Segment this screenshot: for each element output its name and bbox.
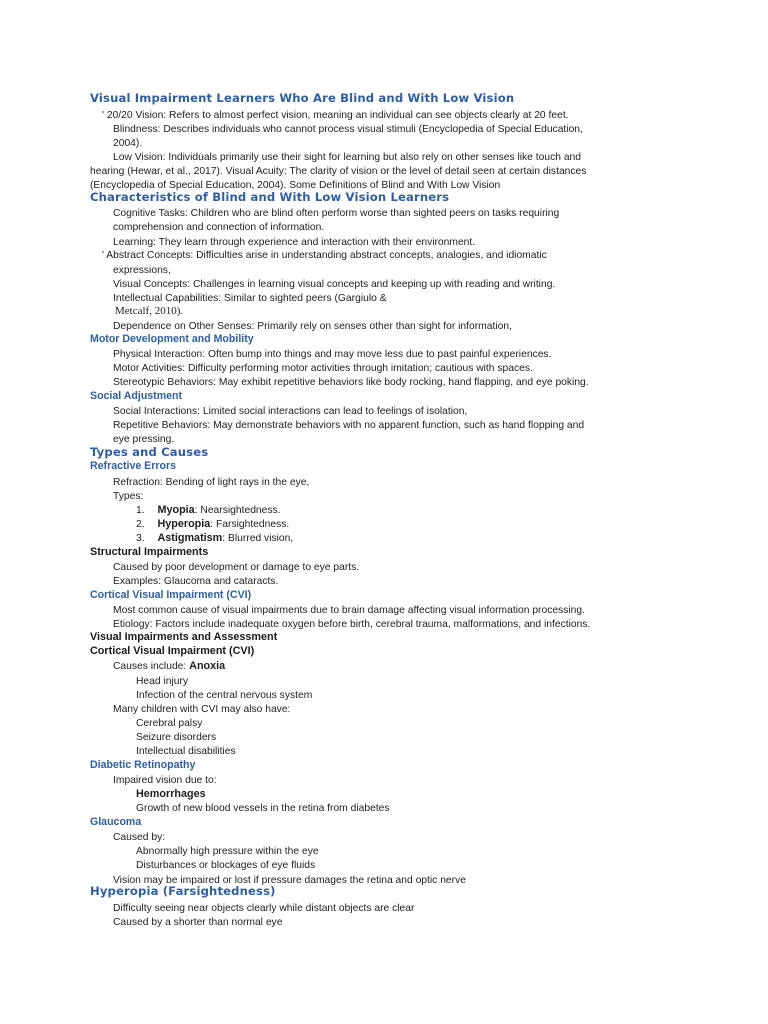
text-line: ' Abstract Concepts: Difficulties arise in understanding abstract concepts, analogies, and idiomatic [102, 250, 547, 261]
text-line: Visual Concepts: Challenges in learning visual concepts and keeping up with reading and writing. [113, 279, 556, 290]
text-line: Most common cause of visual impairments due to brain damage affecting visual information processing. [113, 605, 585, 616]
heading-motor-development: Motor Development and Mobility [90, 333, 254, 345]
term-definition: : Blurred vision, [222, 533, 294, 544]
text-line: ' 20/20 Vision: Refers to almost perfect vision, meaning an individual can see objects clearly at 20 feet. [102, 110, 569, 121]
heading-hyperopia: Hyperopia (Farsightedness) [90, 884, 276, 898]
term-definition: : Nearsightedness. [194, 505, 281, 516]
list-item-astigmatism [136, 532, 293, 545]
list-number: 2. [136, 519, 145, 530]
term-astigmatism: Astigmatism [157, 532, 223, 544]
list-item-myopia [136, 504, 281, 517]
text-line: Caused by poor development or damage to eye parts. [113, 562, 360, 573]
text-line: Disturbances or blockages of eye fluids [136, 860, 316, 871]
heading-visual-impairment-learners: Visual Impairment Learners Who Are Blind and With Low Vision [90, 91, 515, 105]
text-line: Infection of the central nervous system [136, 690, 313, 701]
text-line: eye pressing. [113, 434, 175, 445]
term-definition: : Farsightedness. [210, 519, 290, 530]
heading-cvi-assessment: Cortical Visual Impairment (CVI) [90, 645, 255, 657]
text-line: comprehension and connection of information. [113, 222, 325, 233]
text-line: Types: [113, 491, 144, 502]
text-line: Motor Activities: Difficulty performing motor activities through imitation; cautious with spaces. [113, 363, 533, 374]
text-line: Caused by a shorter than normal eye [113, 917, 283, 928]
text-line: Learning: They learn through experience and interaction with their environment. [113, 237, 476, 248]
text-line: Intellectual Capabilities: Similar to sighted peers (Gargiulo & [113, 293, 387, 304]
text-line: Social Interactions: Limited social interactions can lead to feelings of isolation, [113, 406, 468, 417]
text-line: Repetitive Behaviors: May demonstrate behaviors with no apparent function, such as hand flopping and [113, 420, 585, 431]
term-anoxia: Anoxia [189, 660, 226, 672]
text-line: Intellectual disabilities [136, 746, 236, 757]
causes-label: Causes include: [113, 661, 190, 672]
text-line: Impaired vision due to: [113, 775, 217, 786]
text-line [113, 660, 225, 673]
heading-structural-impairments: Structural Impairments [90, 546, 209, 558]
heading-refractive-errors: Refractive Errors [90, 460, 176, 472]
heading-visual-impairments-assessment: Visual Impairments and Assessment [90, 631, 278, 643]
heading-characteristics: Characteristics of Blind and With Low Vision Learners [90, 190, 450, 204]
text-line: Examples: Glaucoma and cataracts. [113, 576, 279, 587]
text-line: Seizure disorders [136, 732, 217, 743]
text-line: Cerebral palsy [136, 718, 203, 729]
text-line: Etiology: Factors include inadequate oxygen before birth, cerebral trauma, malformations, and infections. [113, 619, 591, 630]
text-line: Growth of new blood vessels in the retina from diabetes [136, 803, 390, 814]
heading-social-adjustment: Social Adjustment [90, 390, 183, 402]
term-myopia: Myopia [157, 504, 195, 516]
text-line: Head injury [136, 676, 189, 687]
text-line: Stereotypic Behaviors: May exhibit repetitive behaviors like body rocking, hand flapping, and eye poking. [113, 377, 589, 388]
heading-glaucoma: Glaucoma [90, 816, 142, 828]
text-line: Vision may be impaired or lost if pressure damages the retina and optic nerve [113, 875, 466, 886]
text-line: Difficulty seeing near objects clearly while distant objects are clear [113, 903, 415, 914]
text-line: Caused by: [113, 832, 166, 843]
list-number: 3. [136, 533, 145, 544]
heading-cvi: Cortical Visual Impairment (CVI) [90, 589, 252, 601]
text-line: Physical Interaction: Often bump into things and may move less due to past painful experiences. [113, 349, 552, 360]
text-line: Refraction: Bending of light rays in the eye, [113, 477, 310, 488]
list-item-hyperopia [136, 518, 289, 531]
text-line: Cognitive Tasks: Children who are blind often perform worse than sighted peers on tasks requiring [113, 208, 560, 219]
text-line: Dependence on Other Senses: Primarily rely on senses other than sight for information, [113, 321, 512, 332]
term-hyperopia: Hyperopia [157, 518, 211, 530]
text-line: Blindness: Describes individuals who cannot process visual stimuli (Encyclopedia of Special Education, [113, 124, 583, 135]
list-number: 1. [136, 505, 145, 516]
heading-diabetic-retinopathy: Diabetic Retinopathy [90, 759, 196, 771]
text-line: Low Vision: Individuals primarily use their sight for learning but also rely on other senses like touch and [113, 152, 581, 163]
text-line: 2004). [113, 138, 143, 149]
text-line: hearing (Hewar, et al., 2017). Visual Acuity: The clarity of vision or the level of detail seen at certain distances [90, 166, 587, 177]
text-line: Abnormally high pressure within the eye [136, 846, 319, 857]
heading-types-and-causes: Types and Causes [90, 445, 209, 459]
text-line: Metcalf, 2010). [115, 305, 184, 317]
text-line: expressions, [113, 265, 171, 276]
term-hemorrhages: Hemorrhages [136, 788, 206, 800]
text-line: Many children with CVI may also have: [113, 704, 291, 715]
text-line: (Encyclopedia of Special Education, 2004). Some Definitions of Blind and With Low Vision [90, 180, 501, 191]
